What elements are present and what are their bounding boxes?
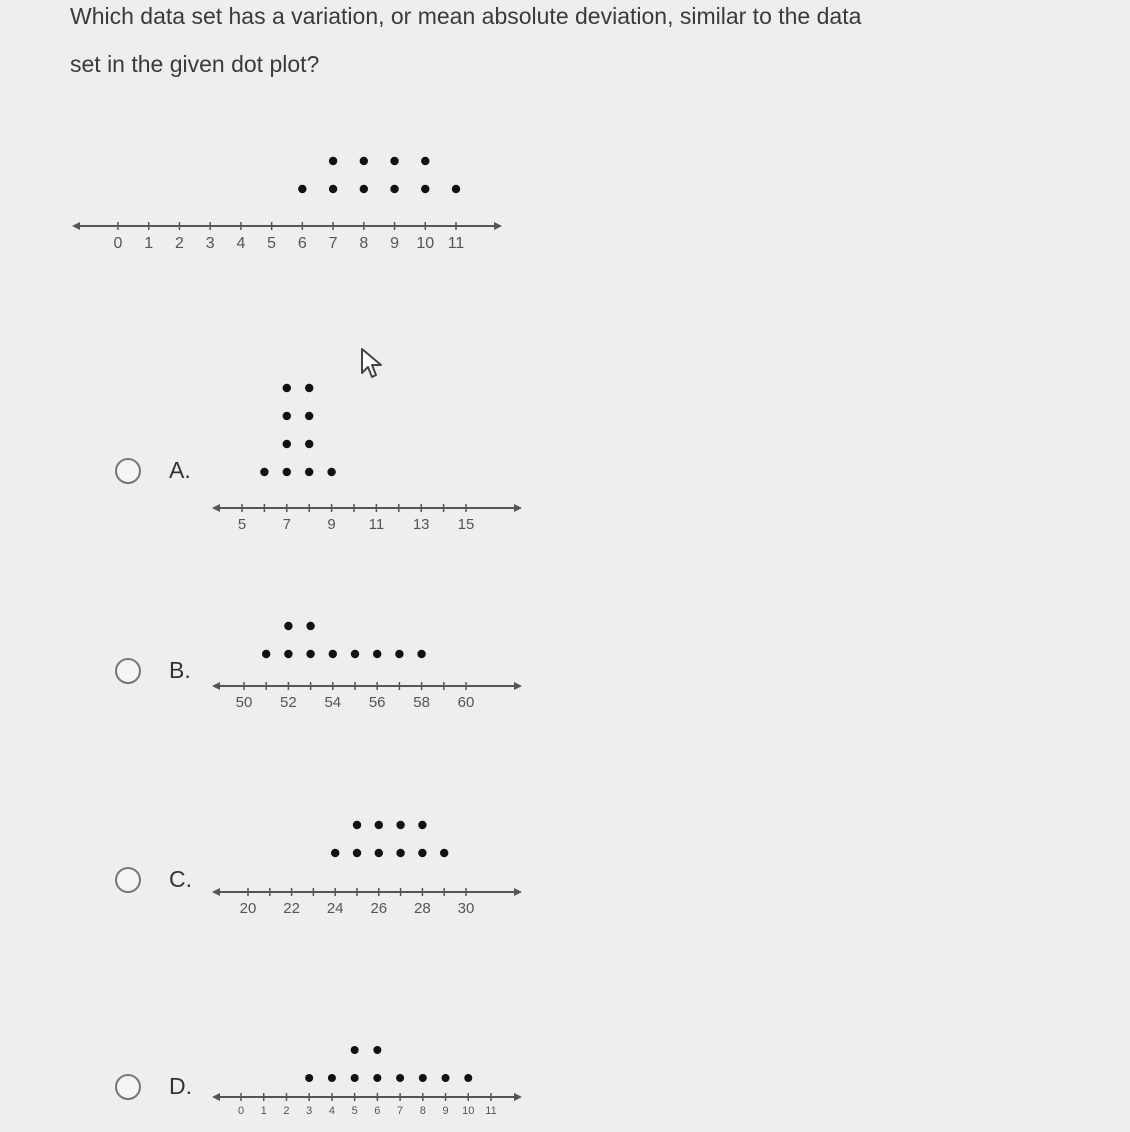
data-dot [390,157,398,165]
data-dot [305,384,313,392]
data-dot [418,849,426,857]
axis-arrow-left [212,682,220,690]
data-dot [329,157,337,165]
tick-label: 6 [297,235,307,252]
data-dot [283,440,291,448]
tick-label: 58 [413,694,430,711]
data-dot [421,185,429,193]
data-dot [373,1046,381,1054]
tick-label: 3 [205,235,215,252]
data-dot [351,650,359,658]
tick-label: 4 [328,1105,335,1117]
data-dot [373,650,381,658]
tick-label: 11 [368,516,385,533]
option-b-dot-plot [210,620,530,720]
data-dot [440,849,448,857]
tick-label: 2 [283,1105,290,1117]
axis-arrow-right [514,1093,522,1101]
data-dot [396,1074,404,1082]
tick-label: 13 [412,516,430,533]
tick-label: 6 [374,1105,381,1117]
tick-label: 9 [442,1105,449,1117]
data-dot [396,821,404,829]
data-dot [306,650,314,658]
axis-arrow-left [212,888,220,896]
data-dot [360,157,368,165]
data-dot [395,650,403,658]
question-text [70,0,1070,88]
axis-arrow-left [72,222,80,230]
given-dot-plot [70,160,510,265]
tick-label: 10 [416,235,435,252]
tick-label: 11 [447,235,465,252]
option-d[interactable] [115,1073,192,1100]
axis-arrow-left [212,504,220,512]
tick-label: 20 [239,900,257,917]
data-dot [390,185,398,193]
data-dot [305,1074,313,1082]
tick-label: 28 [414,900,431,917]
data-dot [305,468,313,476]
data-dot [329,185,337,193]
data-dot [305,412,313,420]
tick-label: 22 [283,900,300,917]
tick-label: 3 [306,1105,313,1117]
data-dot [327,468,335,476]
tick-label: 5 [351,1105,358,1117]
option-d-label: D. [169,1073,192,1099]
data-dot [260,468,268,476]
tick-label: 5 [267,235,277,252]
axis-arrow-left [212,1093,220,1101]
option-c[interactable] [115,866,192,893]
radio-button-a[interactable] [115,458,141,484]
data-dot [351,1074,359,1082]
tick-label: 8 [359,235,369,252]
data-dot [375,821,383,829]
option-a-dot-plot [210,390,530,545]
tick-label: 7 [397,1105,404,1117]
tick-label: 26 [370,900,388,917]
radio-button-d[interactable] [115,1074,141,1100]
radio-button-b[interactable] [115,658,141,684]
tick-label: 9 [327,516,336,533]
data-dot [329,650,337,658]
data-dot [306,622,314,630]
data-dot [298,185,306,193]
tick-label: 7 [282,516,291,533]
tick-label: 7 [328,235,338,252]
tick-label: 54 [324,694,342,711]
tick-label: 0 [113,235,123,252]
axis-arrow-right [514,888,522,896]
tick-label: 56 [368,694,386,711]
tick-label: 2 [175,235,184,252]
tick-label: 24 [326,900,344,917]
tick-label: 8 [419,1105,426,1117]
data-dot [417,650,425,658]
data-dot [328,1074,336,1082]
option-d-dot-plot [210,1032,530,1130]
data-dot [283,468,291,476]
question-line-1: Which data set has a variation, or mean absolute deviation, similar to the data [70,3,862,29]
tick-label: 52 [280,694,297,711]
data-dot [464,1074,472,1082]
data-dot [419,1074,427,1082]
data-dot [284,622,292,630]
data-dot [452,185,460,193]
axis-arrow-right [494,222,502,230]
tick-label: 1 [144,235,154,252]
data-dot [283,412,291,420]
option-b[interactable] [115,657,191,684]
tick-label: 9 [390,235,399,252]
data-dot [418,821,426,829]
data-dot [351,1046,359,1054]
data-dot [283,384,291,392]
tick-label: 5 [237,516,247,533]
option-c-label: C. [169,866,192,892]
option-a-label: A. [169,457,191,483]
data-dot [373,1074,381,1082]
option-a[interactable] [115,457,191,484]
data-dot [421,157,429,165]
question-line-2: set in the given dot plot? [70,51,320,77]
mouse-pointer-icon [360,347,386,386]
data-dot [331,849,339,857]
tick-label: 60 [457,694,475,711]
data-dot [284,650,292,658]
data-dot [375,849,383,857]
option-b-label: B. [169,657,191,683]
data-dot [396,849,404,857]
tick-label: 1 [260,1105,267,1117]
tick-label: 10 [462,1105,475,1117]
tick-label: 4 [236,235,246,252]
option-c-dot-plot [210,825,530,930]
tick-label: 15 [457,516,475,533]
tick-label: 11 [485,1105,497,1117]
data-dot [353,821,361,829]
data-dot [442,1074,450,1082]
data-dot [353,849,361,857]
tick-label: 50 [235,694,253,711]
radio-button-c[interactable] [115,867,141,893]
tick-label: 0 [237,1105,245,1117]
data-dot [360,185,368,193]
axis-arrow-right [514,504,522,512]
tick-label: 30 [457,900,475,917]
axis-arrow-right [514,682,522,690]
data-dot [262,650,270,658]
data-dot [305,440,313,448]
